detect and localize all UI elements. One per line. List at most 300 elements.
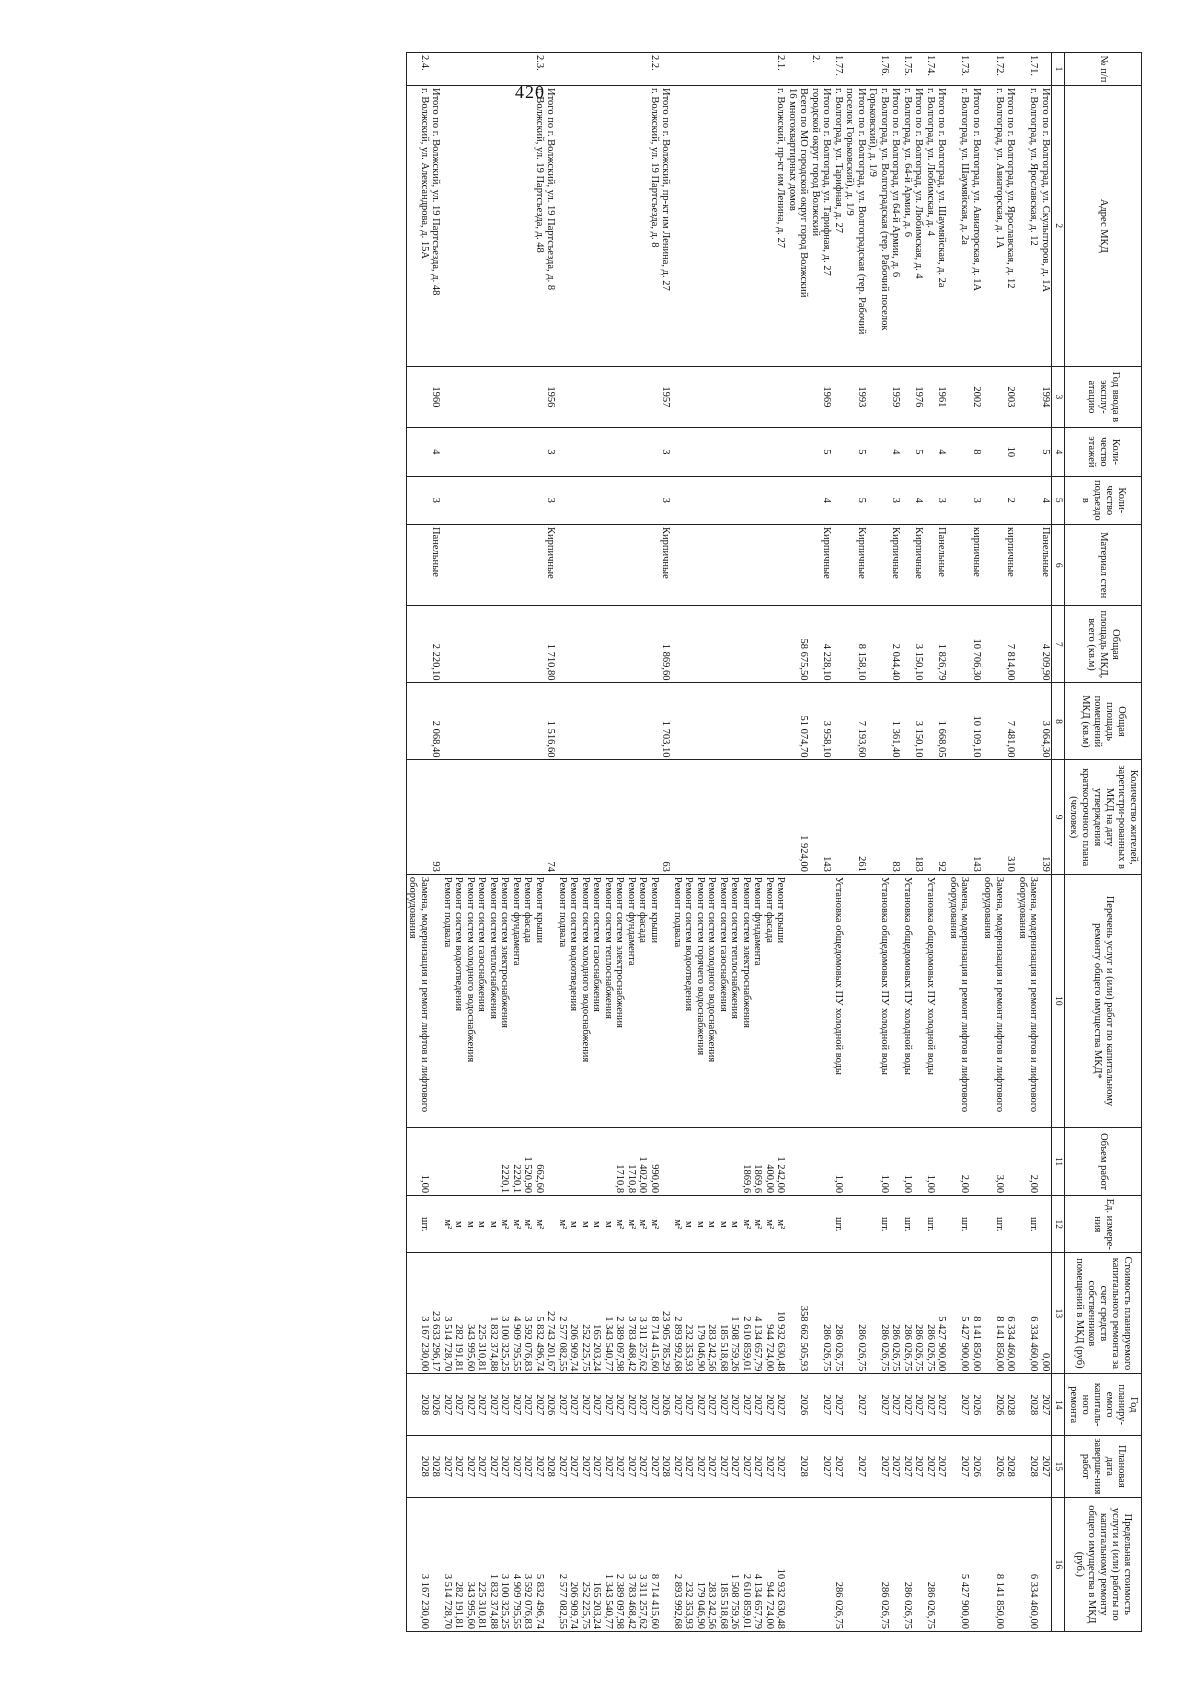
table-cell: 8 714 415,60 3 311 257,62 3 783 468,42 2 389 097,98 1 343 540,77 165 203,24 252 225,75 206 909,74 2 577 082,55 — [557, 1253, 661, 1374]
table-cell: м² м² м² м² м м м м м² — [442, 1196, 546, 1253]
table-cell: 4 — [821, 476, 833, 524]
table-cell — [890, 874, 902, 1127]
table-cell — [1017, 476, 1040, 524]
table-cell: 1.71. — [1017, 53, 1040, 86]
table-cell: Итого по г. Волгоград, ул. Любимская, д. 4 — [913, 86, 925, 367]
table-cell: Итого по г. Волгоград, ул. Ярославская, д. 12 — [1005, 86, 1017, 367]
table-cell — [787, 1127, 799, 1195]
table-cell: 2026 — [982, 1436, 1005, 1498]
table-cell: 1994 — [1040, 366, 1052, 428]
table-cell — [844, 874, 867, 1127]
table-cell — [833, 525, 845, 606]
column-number: 12 — [1052, 1196, 1065, 1253]
table-cell — [890, 1497, 902, 1631]
table-cell — [787, 428, 799, 476]
table-cell: 1 668,05 — [936, 683, 948, 760]
table-cell: 5 427 900,00 — [948, 1253, 971, 1374]
table-row — [430, 53, 442, 1632]
table-cell: 1.73. — [948, 53, 971, 86]
table-cell: 286 026,75 — [925, 1253, 937, 1374]
table-cell — [833, 428, 845, 476]
table-cell — [971, 1196, 983, 1253]
table-cell: Кирпичные — [890, 525, 902, 606]
table-cell: 2027 — [890, 1374, 902, 1436]
table-cell — [810, 683, 822, 760]
table-cell — [925, 760, 937, 874]
table-cell — [798, 1196, 810, 1253]
table-cell — [844, 53, 867, 86]
table-cell — [810, 1253, 822, 1374]
table-cell — [810, 428, 822, 476]
table-cell: 286 026,75 — [833, 1497, 845, 1631]
column-number: 1 — [1052, 53, 1065, 86]
table-cell: 3 064,30 — [1040, 683, 1052, 760]
table-cell: 1 242,00 400,00 1869,6 1869,6 — [672, 1127, 787, 1195]
table-cell: 2027 — [948, 1436, 971, 1498]
table-cell: 2027 — [936, 1374, 948, 1436]
table-cell — [557, 606, 661, 683]
table-cell — [948, 525, 971, 606]
table-cell — [810, 760, 822, 874]
table-cell — [660, 1127, 672, 1195]
table-row — [902, 53, 914, 1632]
table-cell — [1017, 366, 1040, 428]
table-row — [798, 53, 810, 1632]
table-cell: 1976 — [913, 366, 925, 428]
table-cell — [407, 476, 431, 524]
table-cell — [810, 476, 822, 524]
table-row — [913, 53, 925, 1632]
table-cell — [833, 366, 845, 428]
table-cell: 8 158,10 — [844, 606, 867, 683]
table-cell — [821, 53, 833, 86]
table-cell: 1.74. — [925, 53, 937, 86]
table-cell: 4 209,90 — [1040, 606, 1052, 683]
table-cell — [557, 683, 661, 760]
table-cell: 5 832 496,74 3 592 076,83 4 909 795,55 3 100 325,25 1 832 374,88 225 310,81 343 995,60 282 191,81 3 514 728,70 — [442, 1497, 546, 1631]
table-cell — [948, 476, 971, 524]
table-cell — [660, 1497, 672, 1631]
table-cell: шт. — [982, 1196, 1005, 1253]
table-cell: 2028 — [407, 1436, 431, 1498]
table-cell: Итого по г. Волгоград, ул. Волгоградская (тер. Рабочий поселок Горьковский), д. 1/9 — [844, 86, 867, 367]
table-cell: 23 633 296,17 — [430, 1253, 442, 1374]
table-cell: 63 — [660, 760, 672, 874]
table-cell — [557, 525, 661, 606]
table-cell: Установка общедомовых ПУ холодной воды — [925, 874, 937, 1127]
table-cell: 1 703,10 — [660, 683, 672, 760]
table-cell: 286 026,75 — [902, 1497, 914, 1631]
table-cell: 2026 — [545, 1374, 557, 1436]
table-cell: 0,00 — [1040, 1253, 1052, 1374]
table-cell — [902, 476, 914, 524]
table-cell: шт. — [902, 1196, 914, 1253]
table-cell — [1017, 525, 1040, 606]
table-row — [1005, 53, 1017, 1632]
table-cell: Итого по г. Волгоград, ул. Скульпторов, д. 1А — [1040, 86, 1052, 367]
table-row — [890, 53, 902, 1632]
repair-plan-table — [406, 52, 1142, 1632]
table-cell — [430, 53, 442, 86]
table-cell — [557, 476, 661, 524]
table-cell: г. Волжский, ул. 19 Партсъезда, д. 48 — [442, 86, 546, 367]
table-cell: 74 — [545, 760, 557, 874]
column-header: Количество жителей, зарегистри-рованных в МКД на дату утверждения краткосрочного плана (человек) — [1065, 760, 1142, 874]
table-cell: 286 026,75 — [867, 1253, 890, 1374]
table-cell — [787, 525, 799, 606]
table-cell: 310 — [1005, 760, 1017, 874]
table-cell: 2027 — [1040, 1436, 1052, 1498]
table-cell: 3 — [971, 476, 983, 524]
column-header: Плановая дата заверше-ния работ — [1065, 1436, 1142, 1498]
table-cell — [798, 1127, 810, 1195]
table-cell — [787, 476, 799, 524]
table-cell: 5 — [913, 428, 925, 476]
table-cell: г. Волгоград, ул. Авиаторская, д. 1А — [982, 86, 1005, 367]
table-cell — [442, 366, 546, 428]
table-cell: 1,00 — [407, 1127, 431, 1195]
table-cell: 2028 — [545, 1436, 557, 1498]
table-cell: Замена, модернизация и ремонт лифтов и лифтового оборудования — [407, 874, 431, 1127]
table-cell — [787, 1196, 799, 1253]
table-cell: 143 — [971, 760, 983, 874]
table-cell: 2028 — [798, 1436, 810, 1498]
table-cell — [1040, 1127, 1052, 1195]
table-cell: 3 — [660, 428, 672, 476]
table-cell: г. Волгоград, ул. Шаумяйская, д. 2а — [948, 86, 971, 367]
table-cell — [787, 760, 799, 874]
column-header: Общая площадь МКД, всего (кв.м) — [1065, 606, 1142, 683]
table-cell: 662,60 1 520,90 2220,1 2220,1 — [442, 1127, 546, 1195]
table-cell: 2027 — [902, 1374, 914, 1436]
column-header: Адрес МКД — [1065, 86, 1142, 367]
column-number: 8 — [1052, 683, 1065, 760]
table-cell — [1040, 53, 1052, 86]
table-cell — [660, 53, 672, 86]
table-cell — [1040, 874, 1052, 1127]
column-number: 7 — [1052, 606, 1065, 683]
table-cell — [890, 53, 902, 86]
table-cell — [810, 1196, 822, 1253]
table-cell — [821, 1497, 833, 1631]
table-cell: г. Волгоград, ул. Ярославская, д. 12 — [1017, 86, 1040, 367]
table-cell — [982, 760, 1005, 874]
table-cell — [821, 1196, 833, 1253]
table-cell — [971, 1497, 983, 1631]
table-cell — [936, 53, 948, 86]
table-cell: 1 826,79 — [936, 606, 948, 683]
table-cell: 3 150,10 — [913, 606, 925, 683]
table-cell — [787, 1253, 799, 1374]
table-cell: 7 481,00 — [1005, 683, 1017, 760]
table-cell — [442, 525, 546, 606]
table-cell — [798, 1497, 810, 1631]
table-cell — [867, 606, 890, 683]
table-cell — [1005, 1127, 1017, 1195]
column-header: Перечень услуг и (или) работ по капитальному ремонту общего имущества МКД* — [1065, 874, 1142, 1127]
table-cell: кирпичные — [1005, 525, 1017, 606]
table-cell — [787, 1436, 799, 1498]
table-cell: 286 026,75 — [925, 1497, 937, 1631]
table-cell — [925, 366, 937, 428]
table-cell — [867, 683, 890, 760]
table-cell — [810, 606, 822, 683]
table-cell: 286 026,75 — [913, 1253, 925, 1374]
table-cell: Панельные — [430, 525, 442, 606]
table-cell: 2028 — [1017, 1436, 1040, 1498]
column-number: 10 — [1052, 874, 1065, 1127]
table-cell — [844, 1196, 867, 1253]
table-cell: 2027 — [925, 1374, 937, 1436]
table-cell: 2. — [810, 53, 822, 86]
table-cell: 2027 — [913, 1374, 925, 1436]
table-cell — [442, 476, 546, 524]
column-header: Ед. измере-ния — [1065, 1196, 1142, 1253]
table-cell: г. Волгоград, ул. Любимская, д. 4 — [925, 86, 937, 367]
table-cell: 1 361,40 — [890, 683, 902, 760]
table-cell: 2027 — [867, 1436, 890, 1498]
table-cell: Кирпичные — [545, 525, 557, 606]
table-cell: шт. — [867, 1196, 890, 1253]
table-cell — [798, 428, 810, 476]
table-cell: 1.75. — [902, 53, 914, 86]
table-cell: Панельные — [936, 525, 948, 606]
table-cell — [810, 525, 822, 606]
table-cell: м² м² м² м² м м м м м² — [557, 1196, 661, 1253]
table-cell: Кирпичные — [844, 525, 867, 606]
table-cell: 183 — [913, 760, 925, 874]
table-cell — [672, 606, 787, 683]
table-cell: 8 141 850,00 — [971, 1253, 983, 1374]
table-cell: 3 — [430, 476, 442, 524]
table-cell — [902, 760, 914, 874]
table-cell: 4 — [913, 476, 925, 524]
column-number: 16 — [1052, 1497, 1065, 1631]
table-cell: 1,00 — [925, 1127, 937, 1195]
table-cell: 2028 — [1005, 1436, 1017, 1498]
table-cell — [1005, 874, 1017, 1127]
table-cell: 1959 — [890, 366, 902, 428]
table-cell: 5 — [844, 428, 867, 476]
table-cell — [925, 428, 937, 476]
table-cell: г. Волжский, ул. 19 Партсъезда, д. 8 — [557, 86, 661, 367]
table-cell: 2026 — [971, 1436, 983, 1498]
table-cell: Итого по г. Волжский, ул. 19 Партсъезда, д. 48 — [430, 86, 442, 367]
table-cell: 3 958,10 — [821, 683, 833, 760]
table-cell — [545, 1196, 557, 1253]
table-cell — [948, 760, 971, 874]
table-cell — [925, 683, 937, 760]
table-row — [982, 53, 1005, 1632]
table-cell: шт. — [407, 1196, 431, 1253]
table-cell: 58 675,50 — [798, 606, 810, 683]
table-cell — [442, 760, 546, 874]
table-cell: 2.4. — [407, 53, 431, 86]
table-cell: 2027 — [867, 1374, 890, 1436]
table-cell — [810, 874, 822, 1127]
table-cell: Замена, модернизация и ремонт лифтов и лифтового оборудования — [1017, 874, 1040, 1127]
table-cell: 143 — [821, 760, 833, 874]
table-cell: 6 334 460,00 — [1017, 1497, 1040, 1631]
table-cell: 2026 — [971, 1374, 983, 1436]
table-cell: 1 516,60 — [545, 683, 557, 760]
table-cell — [787, 366, 799, 428]
table-cell: 286 026,75 — [867, 1497, 890, 1631]
column-header: Предельная стоимость услуги и (или) работы по капитальному ремонту общего имущества в МКД (руб.) — [1065, 1497, 1142, 1631]
table-cell — [1017, 683, 1040, 760]
table-cell — [798, 525, 810, 606]
table-cell — [407, 683, 431, 760]
column-number: 9 — [1052, 760, 1065, 874]
table-cell — [1040, 1497, 1052, 1631]
column-number: 14 — [1052, 1374, 1065, 1436]
table-cell: 1,00 — [833, 1127, 845, 1195]
table-cell: 4 — [430, 428, 442, 476]
table-cell: 2028 — [430, 1436, 442, 1498]
table-cell — [913, 1196, 925, 1253]
table-cell: 286 026,75 — [890, 1253, 902, 1374]
table-cell: 2 068,40 — [430, 683, 442, 760]
table-cell: 2027 — [821, 1436, 833, 1498]
table-cell: 2027 — [902, 1436, 914, 1498]
table-cell — [913, 1127, 925, 1195]
table-cell — [867, 366, 890, 428]
table-cell — [557, 366, 661, 428]
table-cell: 2028 — [1005, 1374, 1017, 1436]
table-row — [557, 53, 661, 1632]
table-cell: 261 — [844, 760, 867, 874]
table-cell — [787, 606, 799, 683]
column-number: 5 — [1052, 476, 1065, 524]
column-number: 3 — [1052, 366, 1065, 428]
column-number: 2 — [1052, 86, 1065, 367]
table-cell: 1.77. — [833, 53, 845, 86]
table-cell — [971, 53, 983, 86]
table-cell: 1 710,80 — [545, 606, 557, 683]
table-cell: 1 869,60 — [660, 606, 672, 683]
column-header: Материал стен — [1065, 525, 1142, 606]
table-row — [1040, 53, 1052, 1632]
table-cell: 1 924,00 — [798, 760, 810, 874]
table-cell — [936, 1127, 948, 1195]
table-cell — [545, 53, 557, 86]
table-cell — [787, 874, 799, 1127]
table-cell: 2 044,40 — [890, 606, 902, 683]
table-cell: 7 193,60 — [844, 683, 867, 760]
table-cell: 8 141 850,00 — [982, 1497, 1005, 1631]
table-cell — [672, 683, 787, 760]
table-cell: 4 — [1040, 476, 1052, 524]
table-cell — [430, 1127, 442, 1195]
table-cell — [971, 874, 983, 1127]
table-cell — [660, 1196, 672, 1253]
table-cell: Панельные — [1040, 525, 1052, 606]
table-cell — [798, 366, 810, 428]
table-body — [407, 53, 1052, 1632]
table-cell — [890, 1196, 902, 1253]
table-cell: 8 141 850,00 — [982, 1253, 1005, 1374]
table-cell — [407, 760, 431, 874]
table-cell: Итого по г. Волгоград, ул. Тарифная, д. 27 — [821, 86, 833, 367]
table-cell: 3 — [890, 476, 902, 524]
table-row — [545, 53, 557, 1632]
table-row — [971, 53, 983, 1632]
table-row — [672, 53, 787, 1632]
column-header: Объем работ — [1065, 1127, 1142, 1195]
table-cell: г. Волгоград, ул. 64-й Армии, д. 6 — [902, 86, 914, 367]
table-cell: Ремонт крыши Ремонт фасада Ремонт фундамента Ремонт систем электроснабжения Ремонт систем теплоснабжения Ремонт систем газоснабжения Ремонт систем холодного водоснабжения Ремонт систем водоотведения Ремонт подвала — [442, 874, 546, 1127]
table-cell: г. Волгоград, ул. Волгоградская (тер. Рабочий поселок Горьковский), д. 1/9 — [867, 86, 890, 367]
table-cell: 2027 — [844, 1374, 867, 1436]
table-cell: 10 706,30 — [971, 606, 983, 683]
table-cell — [936, 1497, 948, 1631]
table-cell: 22 743 201,67 — [545, 1253, 557, 1374]
table-cell: 7 814,00 — [1005, 606, 1017, 683]
table-cell: 2026 — [798, 1374, 810, 1436]
table-cell — [545, 1127, 557, 1195]
table-row — [925, 53, 937, 1632]
table-cell: Итого по г. Волгоград, ул. Авиаторская, д. 1А — [971, 86, 983, 367]
table-cell — [672, 525, 787, 606]
table-cell: 2028 — [407, 1374, 431, 1436]
table-cell — [867, 525, 890, 606]
table-cell — [833, 760, 845, 874]
table-cell: 6 334 460,00 — [1005, 1253, 1017, 1374]
table-cell: 2,00 — [1017, 1127, 1040, 1195]
table-cell: 2,00 — [948, 1127, 971, 1195]
table-cell — [407, 606, 431, 683]
table-cell — [821, 874, 833, 1127]
table-cell: 4 — [936, 428, 948, 476]
table-cell — [890, 1127, 902, 1195]
table-header — [1052, 53, 1142, 1632]
table-cell: Установка общедомовых ПУ холодной воды — [833, 874, 845, 1127]
table-cell: 10 — [1005, 428, 1017, 476]
column-number: 6 — [1052, 525, 1065, 606]
table-cell — [430, 1196, 442, 1253]
table-cell — [672, 366, 787, 428]
table-cell — [798, 53, 810, 86]
table-cell: Кирпичные — [821, 525, 833, 606]
table-cell — [1005, 1497, 1017, 1631]
table-cell — [1017, 428, 1040, 476]
column-header: Стоимость планируемого капитального ремонта за счет средств собственников помещений в МКД (руб) — [1065, 1253, 1142, 1374]
table-cell — [982, 428, 1005, 476]
table-cell: 2026 — [660, 1374, 672, 1436]
table-cell: городской округ город Волжский — [810, 86, 822, 367]
table-cell — [545, 1497, 557, 1631]
table-cell: 4 — [890, 428, 902, 476]
table-cell: 2003 — [1005, 366, 1017, 428]
page-number: 420 — [515, 82, 545, 102]
table-cell — [672, 760, 787, 874]
table-cell: 2027 — [925, 1436, 937, 1498]
table-cell: Замена, модернизация и ремонт лифтов и лифтового оборудования — [982, 874, 1005, 1127]
column-header: Год планиру-емого капиталь-ного ремонта — [1065, 1374, 1142, 1436]
table-cell: Итого по г. Волжский, пр-кт им Ленина, д. 27 — [660, 86, 672, 367]
table-cell: 1,00 — [867, 1127, 890, 1195]
table-row — [442, 53, 546, 1632]
table-cell: 2028 — [1017, 1374, 1040, 1436]
header-row — [1065, 53, 1142, 1632]
table-cell — [798, 476, 810, 524]
table-cell — [787, 683, 799, 760]
table-cell: 1960 — [430, 366, 442, 428]
table-cell: 990,00 1 402,00 1710,8 1710,8 — [557, 1127, 661, 1195]
table-cell: 93 — [430, 760, 442, 874]
table-cell — [982, 525, 1005, 606]
table-cell: 5 832 496,74 3 592 076,83 4 909 795,55 3 100 325,25 1 832 374,88 225 310,81 343 995,60 282 191,81 3 514 728,70 — [442, 1253, 546, 1374]
